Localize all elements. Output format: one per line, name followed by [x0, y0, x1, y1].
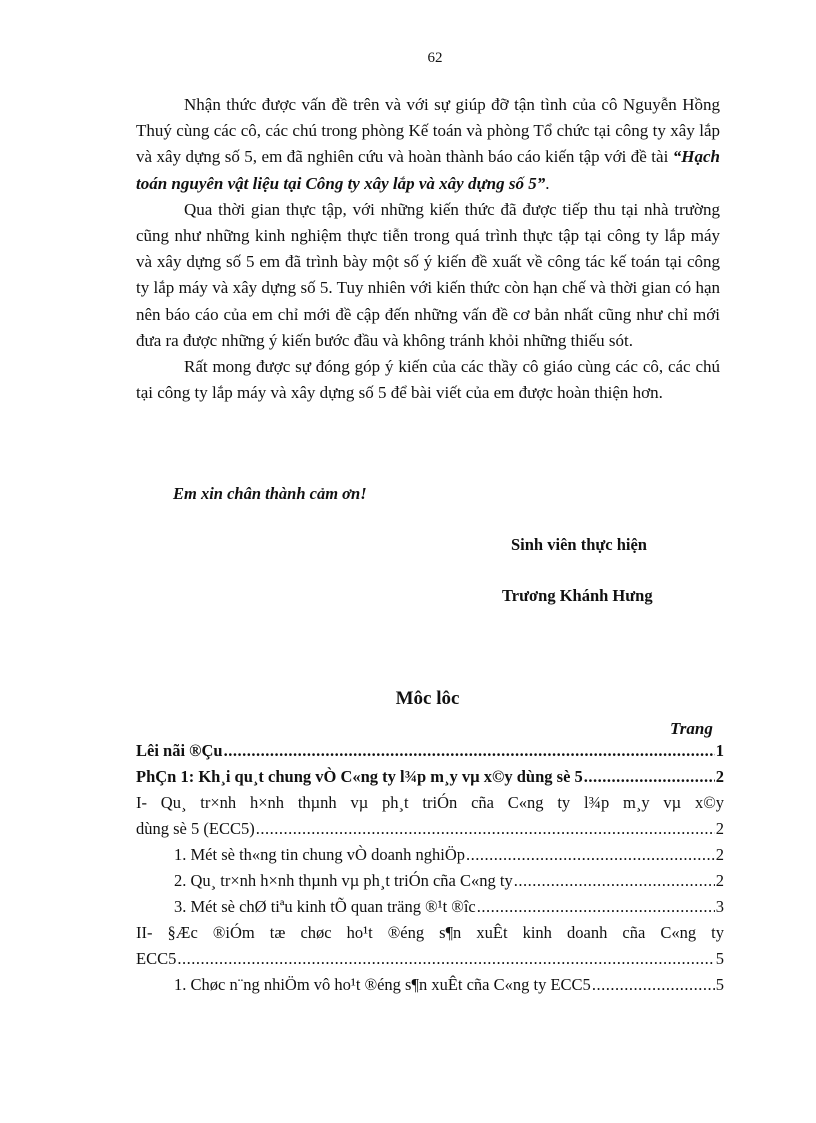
toc-entry-text: 2. Qu¸ tr×nh h×nh thµnh vµ ph¸t triÓn cña C«ng ty — [174, 871, 513, 890]
signature-name: Trương Khánh Hưng — [502, 586, 653, 605]
thanks-line: Em xin chân thành cảm ơn! — [173, 484, 367, 503]
toc-entry-text: 3. Mét sè chØ tiªu kinh tÕ quan träng ®¹t ®îc — [174, 897, 476, 916]
toc-leader — [514, 871, 715, 891]
toc-entry-text: 1. Mét sè th«ng tin chung vÒ doanh nghiÖp — [174, 845, 466, 864]
toc-entry-text: 1. Chøc n¨ng nhiÖm vô ho¹t ®éng s¶n xuÊt cña C«ng ty ECC5 — [174, 975, 591, 994]
toc-leader — [592, 975, 715, 995]
toc-entry-line1[interactable]: II- §Æc ®iÓm tæ chøc ho¹t ®éng s¶n xuÊt kinh doanh cña C«ng ty — [136, 923, 724, 942]
toc-entry-page: 5 — [715, 975, 724, 994]
toc-entry-text: Lêi nãi ®Çu — [136, 741, 223, 760]
toc-page-header: Trang — [670, 719, 713, 738]
toc-leader — [466, 845, 715, 865]
toc-entry-text: PhÇn 1: Kh¸i qu¸t chung vÒ C«ng ty l¾p m¸y vµ x©y dùng sè 5 — [136, 767, 583, 786]
toc-entry[interactable] — [136, 897, 724, 923]
toc-entry-page: 2 — [715, 767, 724, 786]
toc-entry-page: 2 — [715, 819, 724, 838]
toc-entry-page: 5 — [715, 949, 724, 968]
paragraph-2: Qua thời gian thực tập, với những kiến thức đã được tiếp thu tại nhà trường cũng như những kinh nghiệm thực tiễn trong quá trình thực tập tại công ty lắp máy và xây dựng số 5 em đã trình bày một số ý kiến đề xuất về công tác kế toán tại công ty lắp máy và xây dựng số 5. Tuy nhiên với kiến thức còn hạn chế và thời gian có hạn nên báo cáo của em chỉ mới đề cập đến những vấn đề cơ bản nhất cũng như chỉ mới đưa ra được những ý kiến bước đầu và không tránh khỏi những thiếu sót. — [136, 199, 720, 350]
toc-leader — [584, 767, 715, 787]
toc-entry-text: dùng sè 5 (ECC5) — [136, 819, 255, 838]
table-of-contents — [136, 741, 724, 1001]
toc-entry-page: 3 — [715, 897, 724, 916]
toc-entry[interactable] — [136, 975, 724, 1001]
toc-leader — [477, 897, 715, 917]
report-topic: “Hạch toán nguyên vật liệu tại Công ty xây lắp và xây dựng số 5” — [136, 147, 720, 193]
toc-entry[interactable] — [136, 741, 724, 767]
toc-entry[interactable] — [136, 767, 724, 793]
toc-entry-text: ECC5 — [136, 949, 177, 968]
paragraph-3: Rất mong được sự đóng góp ý kiến của các thầy cô giáo cùng các cô, các chú tại công ty lắp máy và xây dựng số 5 để bài viết của em được hoàn thiện hơn. — [136, 357, 720, 403]
paragraph-1 — [136, 92, 720, 197]
toc-leader — [256, 819, 715, 839]
toc-entry[interactable] — [136, 819, 724, 845]
toc-entry-page: 2 — [715, 845, 724, 864]
toc-entry[interactable] — [136, 949, 724, 975]
closing-paragraphs — [136, 92, 720, 406]
toc-entry[interactable] — [136, 871, 724, 897]
toc-title: Môc lôc — [395, 688, 460, 709]
page-number: 62 — [427, 50, 443, 66]
paragraph-1-lead: Nhận thức được vấn đề trên và với sự giúp đỡ tận tình của cô Nguyễn Hồng Thuý cùng các cô, các chú trong phòng Kế toán và phòng Tổ chức tại công ty xây lắp và xây dựng số 5, em đã nghiên cứu và hoàn thành báo cáo kiến tập với đề tài — [136, 95, 720, 167]
toc-entry-page: 1 — [715, 741, 724, 760]
paragraph-1-end: . — [545, 173, 550, 193]
toc-leader — [224, 741, 715, 761]
toc-entry[interactable] — [136, 845, 724, 871]
toc-entry-line1[interactable]: I- Qu¸ tr×nh h×nh thµnh vµ ph¸t triÓn cña C«ng ty l¾p m¸y vµ x©y — [136, 793, 724, 812]
signature-title: Sinh viên thực hiện — [511, 535, 647, 554]
toc-entry-page: 2 — [715, 871, 724, 890]
toc-leader — [177, 949, 714, 969]
